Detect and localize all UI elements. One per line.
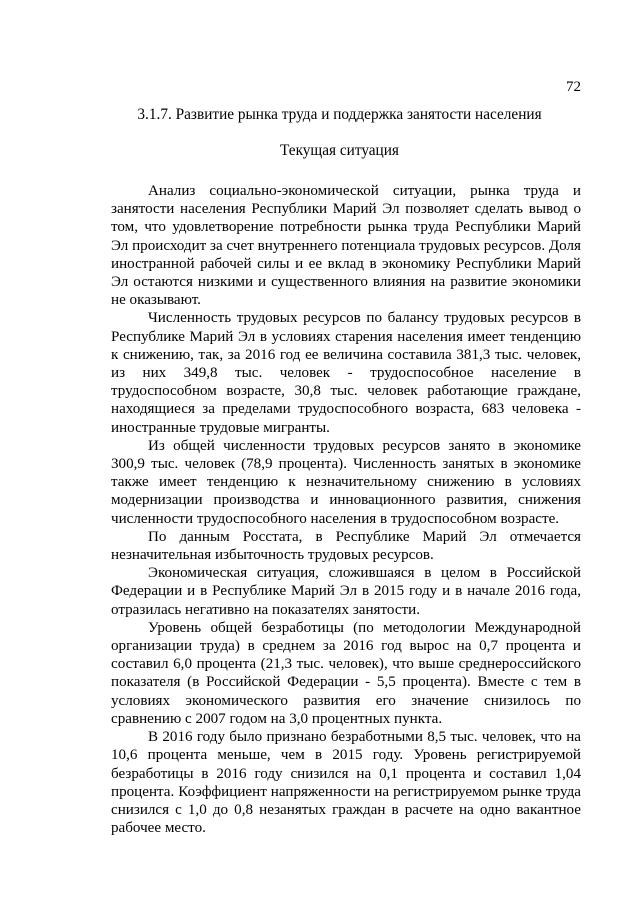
paragraph-economic-situation: Экономическая ситуация, сложившаяся в целом в Российской Федерации и в Республике Марий Эл в 2015 году и в начале 2016 года, отразилась негативно на показателях занятости. (111, 565, 581, 618)
paragraph-labour-resources: Численность трудовых ресурсов по балансу трудовых ресурсов в Республике Марий Эл в условиях старения населения имеет тенденцию к снижению, так, за 2016 год ее величина составила 381,3 тыс. человек, из них 349,8 тыс. человек - трудоспособное население в трудоспособном возрасте, 30,8 тыс. человек работающие граждане, находящиеся за пределами трудоспособного возраста, 683 человека - иностранные трудовые мигранты. (111, 310, 581, 436)
paragraph-rosstat: По данным Росстата, в Республике Марий Эл отмечается незначительная избыточность трудовых ресурсов. (111, 528, 581, 564)
page-number: 72 (566, 79, 581, 95)
paragraph-registered-unemployment: В 2016 году было признано безработными 8,5 тыс. человек, что на 10,6 процента меньше, чем в 2015 году. Уровень регистрируемой безработицы в 2016 году снизился на 0,1 процента и составил 1,04 процента. Коэффициент напряженности на регистрируемом рынке труда снизился с 1,0 до 0,8 незанятых граждан в расчете на одно вакантное рабочее место. (111, 729, 581, 837)
section-title: 3.1.7. Развитие рынка труда и поддержка занятости населения (137, 106, 542, 123)
paragraph-unemployment-level: Уровень общей безработицы (по методологии Международной организации труда) в среднем за 2016 год вырос на 0,7 процента и составил 6,0 процента (21,3 тыс. человек), что выше среднероссийского показателя (в Российской Федерации - 5,5 процента). Вместе с тем в условиях экономического развития его значение снизилось по сравнению с 2007 годом на 3,0 процентных пункта. (111, 619, 581, 727)
body-text (111, 182, 581, 837)
subsection-title: Текущая ситуация (280, 142, 399, 159)
paragraph-workforce-analysis: Анализ социально-экономической ситуации, рынка труда и занятости населения Республики Марий Эл позволяет сделать вывод о том, что удовлетворение потребности рынка труда Республики Марий Эл происходит за счет внутреннего потенциала трудовых ресурсов. Доля иностранной рабочей силы и ее вклад в экономику Республики Марий Эл остаются низкими и существенного влияния на развитие экономики не оказывают. (111, 183, 581, 309)
paragraph-employed: Из общей численности трудовых ресурсов занято в экономике 300,9 тыс. человек (78,9 процента). Численность занятых в экономике также имеет тенденцию к незначительному снижению в условиях модернизации производства и инновационного развития, снижения численности трудоспособного населения в трудоспособном возрасте. (111, 437, 581, 527)
